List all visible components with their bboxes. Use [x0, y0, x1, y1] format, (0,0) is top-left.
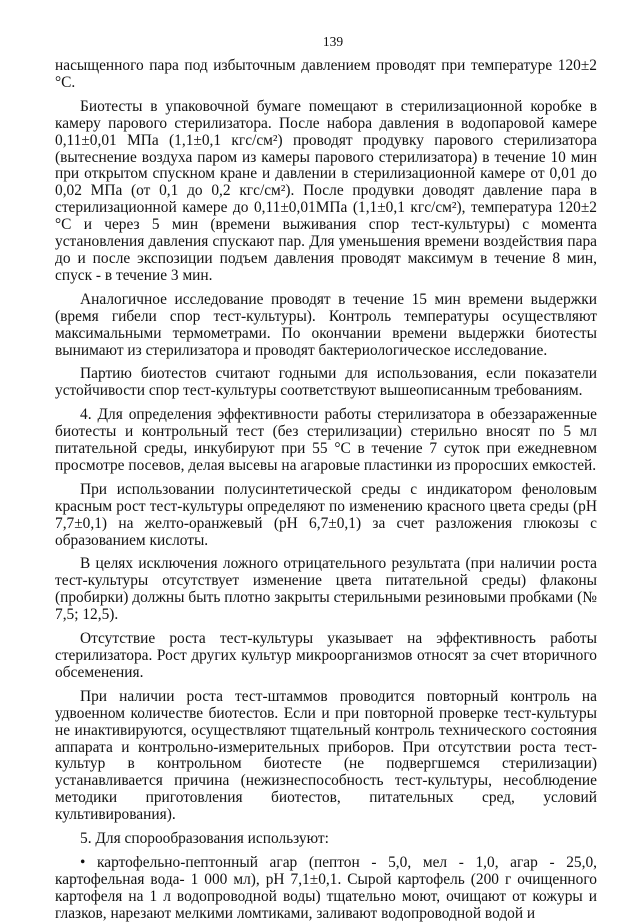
paragraph: Аналогичное исследование проводят в течение 15 мин времени выдержки (время гибели спор тест-культуры). Контроль температуры осуществляют максимальными термометрами. По окончании времени выдержки биотесты вынимают из стерилизатора и проводят бактериологическое исследование. — [55, 290, 597, 359]
paragraph: Партию биотестов считают годными для использования, если показатели устойчивости спор тест-культуры соответствуют вышеописанным требованиям. — [55, 365, 597, 400]
paragraph: 4. Для определения эффективности работы стерилизатора в обеззараженные биотесты и контрольный тест (без стерилизации) стерильно вносят по 5 мл питательной среды, инкубируют при 55 °С в течение 7 суток при ежедневном просмотре посевов, делая высевы на агаровые пластинки из проросших емкостей. — [55, 406, 597, 474]
paragraph: При наличии роста тест-штаммов проводится повторный контроль на удвоенном количестве биотестов. Если и при повторной проверке тест-культуры не инактивируются, осуществляют тщательный контроль технического состояния аппарата и контрольно-измерительных приборов. При отсутствии роста тест-культур в контрольном биотесте (не подвергшемся стерилизации) устанавливается причина (нежизнеспособность тест-культуры, несоблюдение методики приготовления биотестов, питательных сред, условий культивирования). — [55, 687, 597, 824]
body-text — [55, 58, 597, 923]
paragraph: В целях исключения ложного отрицательного результата (при наличии роста тест-культуры отсутствует изменение цвета питательной среды) флаконы (пробирки) должны быть плотно закрыты стерильными резиновыми пробками (№ 7,5; 12,5). — [55, 555, 597, 624]
paragraph: насыщенного пара под избыточным давлением проводят при температуре 120±2 °С. — [55, 57, 597, 91]
paragraph: При использовании полусинтетической среды с индикатором феноловым красным рост тест-культуры определяют по изменению красного цвета среды (рН 7,7±0,1) на желто-оранжевый (рН 6,7±0,1) за счет разложения глюкозы с образованием кислоты. — [55, 480, 597, 549]
page-number: 139 — [322, 34, 344, 49]
list-heading: 5. Для спорообразования используют: — [80, 830, 329, 848]
paragraph: Биотесты в упаковочной бумаге помещают в стерилизационной коробке в камеру парового стерилизатора. После набора давления в водопаровой камере 0,11±0,01 МПа (1,1±0,1 кгс/см²) проводят продувку парового стерилизатора (вытеснение воздуха паром из камеры парового стерилизатора) в течение 10 мин при открытом спускном кране и давлении в стерилизационной камере от 0,01 до 0,02 МПа (от 0,1 до 0,2 кгс/см²). После продувки доводят давление пара в стерилизационной камере до 0,11±0,01МПа (1,1±0,1 кгс/см²), температура 120±2 °С и через 5 мин (времени выживания спор тест-культуры) с момента установления давления спускают пар. Для уменьшения времени воздействия пара до и после экспозиции подъем давления проводят максимум в течение 8 мин, спуск - в течение 3 мин. — [55, 97, 597, 284]
list-item: • картофельно-пептонный агар (пептон - 5,0, мел - 1,0, агар - 25,0, картофельная вода- 1 000 мл), рН 7,1±0,1. Сырой картофель (200 г очищенного картофеля на 1 л водопроводной воды) тщательно моют, очищают от кожуры и глазков, нарезают мелкими ломтиками, заливают водопроводной водой и — [55, 853, 597, 922]
paragraph: Отсутствие роста тест-культуры указывает на эффективность работы стерилизатора. Рост других культур микроорганизмов относят за счет вторичного обсеменения. — [55, 630, 597, 681]
